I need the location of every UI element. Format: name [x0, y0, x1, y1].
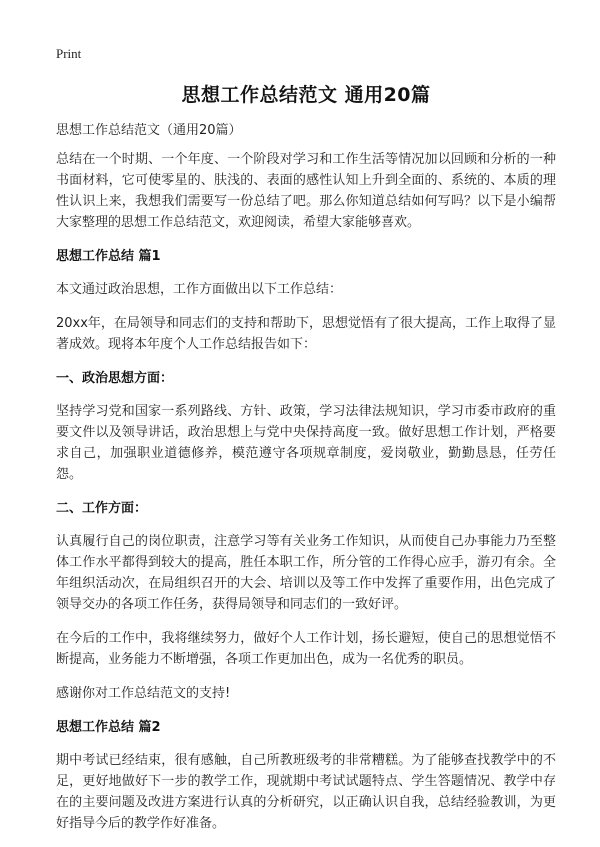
- document-body: [56, 120, 556, 847]
- document-title: 思想工作总结范文 通用20篇: [181, 84, 431, 106]
- document-subtitle: 思想工作总结范文（通用20篇）: [56, 123, 242, 138]
- section-2-heading: 思想工作总结 篇2: [56, 720, 161, 735]
- section-1-paragraph-2: 20xx年，在局领导和同志们的支持和帮助下，思想觉悟有了很大提高，工作上取得了显著成效。现将本年度个人工作总结报告如下：: [56, 316, 556, 352]
- work-subheading: 二、工作方面：: [56, 501, 148, 516]
- work-paragraph-1: 认真履行自己的岗位职责，注意学习等有关业务工作知识，从而使自己办事能力乃至整体工作水平都得到较大的提高，胜任本职工作，所分管的工作得心应手，游刃有余。全年组织活动次，在局组织召开的大会、培训以及等工作中发挥了重要作用，出色完成了领导交办的各项工作任务，获得局领导和同志们的一致好评。: [56, 534, 556, 612]
- section-2-paragraph-1: 期中考试已经结束，很有感触，自己所教班级考的非常糟糕。为了能够查找教学中的不足，更好地做好下一步的教学工作，现就期中考试试题特点、学生答题情况、教学中存在的主要问题及改进方案进行认真的分析研究，以正确认识自我，总结经验教训，为更好指导今后的教学作好准备。: [56, 753, 556, 831]
- politics-paragraph: 坚持学习党和国家一系列路线、方针、政策，学习法律法规知识，学习市委市政府的重要文件以及领导讲话，政治思想上与党中央保持高度一致。做好思想工作计划，严格要求自己，加强职业道德修养，模范遵守各项规章制度，爱岗敬业，勤勤恳恳，任劳任怨。: [56, 404, 556, 482]
- section-1-paragraph-1: 本文通过政治思想，工作方面做出以下工作总结：: [56, 282, 343, 297]
- thanks-paragraph: 感谢你对工作总结范文的支持!: [56, 686, 231, 701]
- intro-paragraph: 总结在一个时期、一个年度、一个阶段对学习和工作生活等情况加以回顾和分析的一种书面材料，它可使零星的、肤浅的、表面的感性认知上升到全面的、系统的、本质的理性认识上来，我想我们需要写一份总结了吧。那么你知道总结如何写吗？以下是小编帮大家整理的思想工作总结范文，欢迎阅读，希望大家能够喜欢。: [56, 152, 556, 230]
- work-paragraph-2: 在今后的工作中，我将继续努力，做好个人工作计划，扬长避短，使自己的思想觉悟不断提高，业务能力不断增强，各项工作更加出色，成为一名优秀的职员。: [56, 631, 556, 667]
- section-1-heading: 思想工作总结 篇1: [56, 249, 161, 264]
- politics-subheading: 一、政治思想方面：: [56, 371, 174, 386]
- print-link[interactable]: Print: [56, 46, 82, 61]
